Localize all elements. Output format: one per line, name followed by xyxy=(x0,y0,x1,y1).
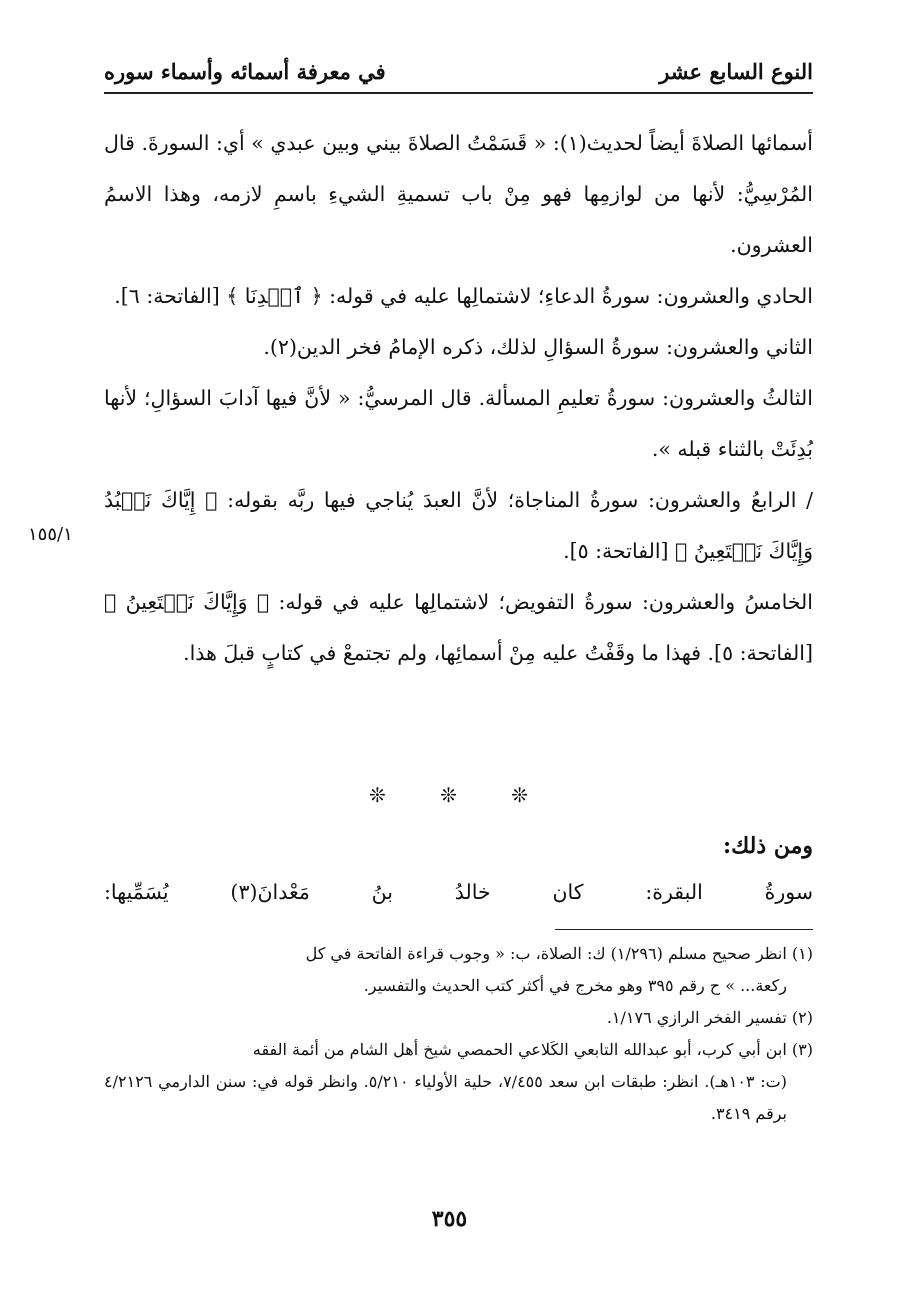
footnote-1-continued xyxy=(104,970,813,1002)
footnote-text: ركعة... » ح رقم ٣٩٥ وهو مخرج في أكثر كتب الحديث والتفسير. xyxy=(363,976,787,995)
footnote-3-continued xyxy=(104,1066,813,1130)
footnote-divider xyxy=(555,929,813,930)
section-title: في معرفة أسمائه وأسماء سوره xyxy=(104,58,386,84)
footnote-2 xyxy=(104,1002,813,1034)
margin-page-reference: ١٥٥/١ xyxy=(28,524,73,545)
footnotes xyxy=(104,938,813,1130)
paragraph: الثاني والعشرون: سورةُ السؤالِ لذلك، ذكره الإمامُ فخر الدين(٢). xyxy=(263,335,813,359)
paragraph: الحادي والعشرون: سورةُ الدعاءِ؛ لاشتمالِها عليه في قوله: ﴿ ٱهۡدِنَا ﴾ [الفاتحة: ٦]. xyxy=(114,284,813,308)
footnote-text: (١) انظر صحيح مسلم (١/٢٩٦) ك: الصلاة، ب: « وجوب قراءة الفاتحة في كل xyxy=(305,944,813,963)
footnote-1 xyxy=(104,938,813,970)
separator-star-icon: ❊ xyxy=(440,783,459,807)
section-separator xyxy=(0,783,899,807)
chapter-title: النوع السابع عشر xyxy=(659,58,813,84)
footnote-text: (٣) ابن أبي كرب، أبو عبدالله التابعي الكَلاعي الحمصي شيخ أهل الشام من أئمة الفقه xyxy=(252,1040,813,1059)
paragraph: الثالثُ والعشرون: سورةُ تعليمِ المسألة. قال المرسيُّ: « لأنَّ فيها آدابَ السؤالِ؛ لأنها بُدِئَتْ بالثناء قبله ». xyxy=(104,386,813,461)
page-number: ٣٥٥ xyxy=(431,1206,468,1232)
section-heading: ومن ذلك: xyxy=(723,833,813,859)
separator-star-icon: ❊ xyxy=(511,783,530,807)
separator-star-icon: ❊ xyxy=(368,783,388,807)
paragraph: الخامسُ والعشرون: سورةُ التفويض؛ لاشتمالِها عليه في قوله: ﴿ وَإِيَّاكَ نَسۡتَعِينُ ﴾ [الفاتحة: ٥]. فهذا ما وقَفْتُ عليه مِنْ أسمائِها، ولم تجتمعْ في كتابٍ قبلَ هذا. xyxy=(104,590,813,665)
footnote-text: (ت: ١٠٣هـ). انظر: طبقات ابن سعد ٧/٤٥٥، حلية الأولياء ٥/٢١٠. وانظر قوله في: سنن الدارمي ٤/٢١٢٦ برقم ٣٤١٩. xyxy=(104,1072,787,1123)
section-first-line: سورةُ البقرة: كان خالدُ بنُ مَعْدانَ(٣) يُسَمِّيها: xyxy=(104,880,813,904)
footnote-text: (٢) تفسير الفخر الرازي ١/١٧٦. xyxy=(606,1008,813,1027)
paragraph: / الرابعُ والعشرون: سورةُ المناجاة؛ لأنَّ العبدَ يُناجي فيها ربَّه بقوله: ﴿ إِيَّاكَ نَعۡبُدُ وَإِيَّاكَ نَسۡتَعِينُ ﴾ [الفاتحة: ٥]. xyxy=(104,488,813,563)
running-header xyxy=(104,50,813,94)
main-text xyxy=(104,118,813,679)
paragraph: أسمائها الصلاةَ أيضاً لحديث(١): « قَسَمْتُ الصلاةَ بيني وبين عبدي » أي: السورةَ. قال المُرْسِيُّ: لأنها من لوازمِها فهو مِنْ باب تسميةِ الشيءِ باسمِ لازمه، وهذا الاسمُ العشرون. xyxy=(104,131,813,257)
footnote-3 xyxy=(104,1034,813,1066)
